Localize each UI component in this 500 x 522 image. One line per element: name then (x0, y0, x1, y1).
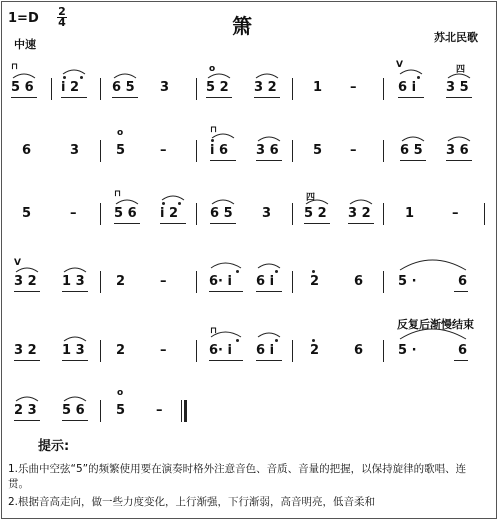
note: – (452, 206, 459, 221)
bow-mark: ⊓ (11, 62, 19, 72)
note: 3 2 (254, 80, 277, 95)
note: 1 (405, 206, 415, 221)
note: 3 6 (446, 143, 469, 158)
note: 5 6 (11, 80, 34, 95)
slur (258, 333, 280, 337)
note: – (156, 403, 163, 418)
open-string-mark: o (117, 128, 124, 138)
slur (16, 268, 38, 272)
note: 5 (116, 143, 126, 158)
slur (400, 70, 422, 74)
open-string-mark: o (209, 64, 216, 74)
slur (13, 74, 35, 78)
note: 2 3 (14, 403, 37, 418)
note: 1 3 (62, 343, 85, 358)
slur (162, 196, 184, 200)
slur (64, 268, 86, 272)
slur (211, 332, 241, 337)
slur (448, 137, 470, 141)
note: i 2 (160, 206, 179, 221)
slur (350, 200, 372, 204)
note: 6 5 (400, 143, 423, 158)
slur (208, 74, 230, 78)
tempo-marking: 中速 (14, 38, 36, 51)
time-signature-denominator: 4 (58, 16, 66, 29)
open-string-mark: o (117, 388, 124, 398)
note: 6 i (256, 343, 275, 358)
note: 3 (262, 206, 272, 221)
slur (400, 329, 466, 339)
note: 3 2 (348, 206, 371, 221)
slur (400, 260, 466, 270)
hint-item: 2.根据音高走向，做一些力度变化，上行渐强，下行渐弱，高音明亮，低音柔和 (8, 496, 376, 508)
slur (402, 137, 424, 141)
hints-title: 提示: (38, 439, 70, 454)
slur (258, 264, 280, 268)
note: 5 6 (114, 206, 137, 221)
position-mark: 四 (456, 65, 466, 75)
note: 3 6 (256, 143, 279, 158)
note: – (160, 274, 167, 289)
note: – (350, 143, 357, 158)
note: 3 (70, 143, 80, 158)
note: 3 2 (14, 274, 37, 289)
slur (212, 200, 234, 204)
slur (256, 74, 278, 78)
song-origin: 苏北民歌 (434, 31, 478, 44)
note: 5 2 (206, 80, 229, 95)
note: – (70, 206, 77, 221)
vibrato-mark: V (14, 258, 21, 268)
slur (258, 137, 280, 141)
note: 3 2 (14, 343, 37, 358)
slur (212, 134, 234, 138)
note: 6 (354, 274, 364, 289)
note: i 6 (210, 143, 229, 158)
bow-mark: ⊓ (114, 189, 122, 199)
song-title: 箫 (232, 14, 252, 38)
slur (64, 397, 86, 401)
note: 2 (310, 343, 320, 358)
time-signature-numerator: 2 (58, 5, 66, 18)
slur (64, 337, 86, 341)
note: 5 · (398, 274, 417, 289)
key-signature: 1=D (8, 11, 39, 26)
bow-mark: ⊓ (210, 326, 218, 336)
note: 6 (354, 343, 364, 358)
position-mark: 四 (306, 193, 316, 203)
repeat-annotation: 反复后渐慢结束 (397, 318, 474, 331)
note: – (160, 343, 167, 358)
note: i 2 (61, 80, 80, 95)
vibrato-mark: V (396, 60, 403, 70)
note: 2 (116, 274, 126, 289)
bow-mark: ⊓ (210, 125, 218, 135)
slur (211, 263, 241, 268)
slur (448, 74, 470, 78)
note: 5 6 (62, 403, 85, 418)
note: 6 i (256, 274, 275, 289)
note: 2 (116, 343, 126, 358)
note: 1 3 (62, 274, 85, 289)
note: 6 (458, 274, 468, 289)
slur (116, 200, 138, 204)
note: – (160, 143, 167, 158)
note: 5 (22, 206, 32, 221)
note: 6 5 (210, 206, 233, 221)
note: – (350, 80, 357, 95)
slur (306, 200, 328, 204)
note: 3 (160, 80, 170, 95)
slur (114, 74, 136, 78)
note: 5 2 (304, 206, 327, 221)
note: 6· i (209, 274, 232, 289)
note: 1 (313, 80, 323, 95)
note: 3 5 (446, 80, 469, 95)
note: 2 (310, 274, 320, 289)
hint-item: 1.乐曲中空弦“5”的频繁使用要在演奏时格外注意音色、音质、音量的把握，以保持旋律的歌唱、连贯。 (8, 463, 467, 490)
note: 5 (313, 143, 323, 158)
note: 6 i (398, 80, 417, 95)
note: 6· i (209, 343, 232, 358)
slur (63, 70, 85, 74)
note: 5 · (398, 343, 417, 358)
note: 6 5 (112, 80, 135, 95)
note: 6 (22, 143, 32, 158)
note: 5 (116, 403, 126, 418)
note: 6 (458, 343, 468, 358)
slur (16, 397, 38, 401)
